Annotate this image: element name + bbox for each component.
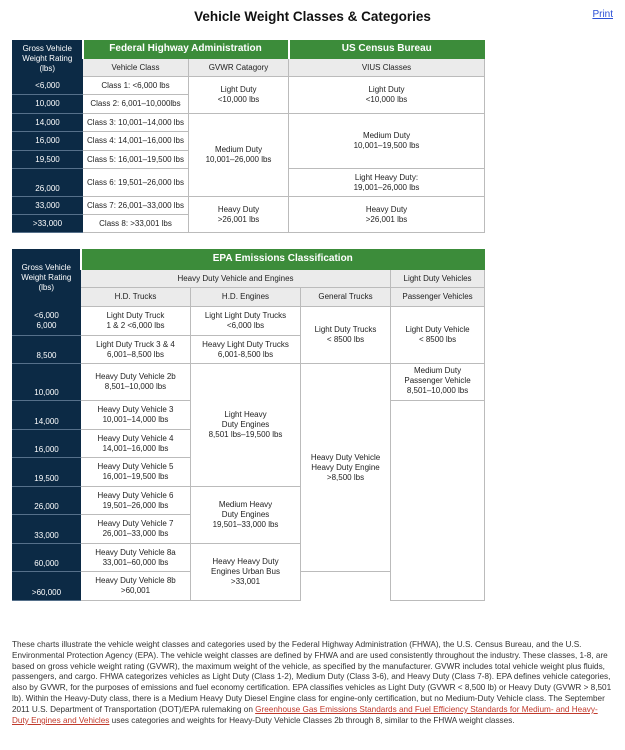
gvwr-category-cell: Heavy Duty >26,001 lbs: [189, 197, 289, 233]
hd-truck-cell: Heavy Duty Vehicle 2b 8,501–10,000 lbs: [81, 364, 191, 401]
hd-truck-cell: Light Duty Truck 1 & 2 <6,000 lbs: [81, 307, 191, 336]
hd-truck-cell: Heavy Duty Vehicle 7 26,001–33,000 lbs: [81, 515, 191, 544]
hd-truck-cell: Light Duty Truck 3 & 4 6,001–8,500 lbs: [81, 336, 191, 364]
vehicle-class-cell: Class 6: 19,501–26,000 lbs: [83, 169, 189, 197]
light-duty-group-header: Light Duty Vehicles: [391, 270, 485, 288]
weight-cell: 16,000: [13, 132, 83, 151]
epa-header: EPA Emissions Classification: [81, 250, 485, 270]
vehicle-class-cell: Class 7: 26,001–33,000 lbs: [83, 197, 189, 215]
hd-engine-cell: Medium Heavy Duty Engines 19,501–33,000 lbs: [191, 487, 301, 544]
hd-trucks-header: H.D. Trucks: [81, 288, 191, 307]
vehicle-class-cell: Class 2: 6,001–10,000lbs: [83, 95, 189, 114]
hd-engine-cell: Heavy Heavy Duty Engines Urban Bus >33,001: [191, 544, 301, 601]
vius-class-cell: Heavy Duty >26,001 lbs: [289, 197, 485, 233]
gvwr-category-header: GVWR Catagory: [189, 59, 289, 77]
epa-gvwr-header: Gross Vehicle Weight Rating (lbs): [13, 250, 81, 307]
vehicle-class-header: Vehicle Class: [83, 59, 189, 77]
fhwa-census-table: [12, 40, 485, 233]
general-trucks-cell: Light Duty Trucks < 8500 lbs: [301, 307, 391, 364]
general-trucks-cell: Heavy Duty Vehicle Heavy Duty Engine >8,500 lbs: [301, 364, 391, 572]
weight-cell: 14,000: [13, 114, 83, 132]
weight-cell: 10,000: [13, 364, 81, 401]
weight-cell: 33,000: [13, 197, 83, 215]
weight-cell: 26,000: [13, 487, 81, 515]
vius-class-cell: Light Duty <10,000 lbs: [289, 77, 485, 114]
weight-cell: <6,000 6,000: [13, 307, 81, 336]
weight-cell: 26,000: [13, 169, 83, 197]
weight-cell: <6,000: [13, 77, 83, 95]
vehicle-class-cell: Class 5: 16,001–19,500 lbs: [83, 151, 189, 169]
vehicle-class-cell: Class 1: <6,000 lbs: [83, 77, 189, 95]
vius-class-cell: Medium Duty 10,001–19,500 lbs: [289, 114, 485, 169]
weight-cell: >60,000: [13, 572, 81, 601]
hd-truck-cell: Heavy Duty Vehicle 5 16,001–19,500 lbs: [81, 458, 191, 487]
weight-cell: 8,500: [13, 336, 81, 364]
vehicle-class-cell: Class 4: 14,001–16,000 lbs: [83, 132, 189, 151]
passenger-vehicle-cell: Light Duty Vehicle < 8500 lbs: [391, 307, 485, 364]
print-link[interactable]: Print: [592, 9, 613, 20]
epa-emissions-table: [12, 249, 485, 601]
vius-class-cell: Light Heavy Duty: 19,001–26,000 lbs: [289, 169, 485, 197]
weight-cell: 33,000: [13, 515, 81, 544]
weight-cell: >33,000: [13, 215, 83, 233]
weight-cell: 19,500: [13, 151, 83, 169]
hd-truck-cell: Heavy Duty Vehicle 6 19,501–26,000 lbs: [81, 487, 191, 515]
gvwr-category-cell: Light Duty <10,000 lbs: [189, 77, 289, 114]
weight-cell: 60,000: [13, 544, 81, 572]
heavy-duty-group-header: Heavy Duty Vehicle and Engines: [81, 270, 391, 288]
hd-engines-header: H.D. Engines: [191, 288, 301, 307]
census-header: US Census Bureau: [289, 41, 485, 59]
hd-engine-cell: Light Light Duty Trucks <6,000 lbs: [191, 307, 301, 336]
passenger-vehicles-header: Passenger Vehicles: [391, 288, 485, 307]
vius-classes-header: VIUS Classes: [289, 59, 485, 77]
page-title: Vehicle Weight Classes & Categories: [194, 9, 431, 24]
weight-cell: 19,500: [13, 458, 81, 487]
hd-engine-cell: Heavy Light Duty Trucks 6,001-8,500 lbs: [191, 336, 301, 364]
passenger-vehicle-cell: Medium Duty Passenger Vehicle 8,501–10,000 lbs: [391, 364, 485, 401]
general-trucks-header: General Trucks: [301, 288, 391, 307]
gvwr-header: Gross Vehicle Weight Rating (lbs): [13, 41, 83, 77]
passenger-empty-cell: [391, 401, 485, 601]
weight-cell: 10,000: [13, 95, 83, 114]
hd-truck-cell: Heavy Duty Vehicle 4 14,001–16,000 lbs: [81, 430, 191, 458]
hd-truck-cell: Heavy Duty Vehicle 8b >60,001: [81, 572, 191, 601]
hd-truck-cell: Heavy Duty Vehicle 8a 33,001–60,000 lbs: [81, 544, 191, 572]
gvwr-category-cell: Medium Duty 10,001–26,000 lbs: [189, 114, 289, 197]
vehicle-class-cell: Class 3: 10,001–14,000 lbs: [83, 114, 189, 132]
hd-truck-cell: Heavy Duty Vehicle 3 10,001–14,000 lbs: [81, 401, 191, 430]
description-paragraph: These charts illustrate the vehicle weight classes and categories used by the Federal Highway Administration (FHWA), the U.S. Census Bureau, and the U.S. Environmental Protection Agency (EPA). The vehicle weight classes are defined by FHWA and are used consistently throughout the industry. These classes, 1-8, are based on gross vehicle weight rating (GVWR), the maximum weight of the vehicle, as specified by the manufacturer. GVWR includes total vehicle weight plus fluids, passengers, and cargo. FHWA categorizes vehicles as Light Duty (Class 1-2), Medium Duty (Class 3-6), and Heavy Duty (Class 7-8). EPA defines vehicle categories, also by GVWR, for the purposes of emissions and fuel economy certification. EPA classifies vehicles as Light Duty (GVWR < 8,500 lb) or Heavy Duty (GVWR > 8,501 lb). Within the Heavy-Duty class, there is a Medium Heavy Duty Diesel Engine class for engine-only certification, but no Medium-Duty Vehicle class. The September 2011 U.S. Department of Transportation (DOT)/EPA rulemaking on Greenhouse Gas Emissions Standards and Fuel Efficiency Standards for Medium- and Heavy-Duty Engines and Vehicles uses categories and weights for Heavy-Duty Vehicle Classes 2b through 8, similar to the FHWA weight classes.: [12, 640, 612, 725]
fhwa-header: Federal Highway Administration: [83, 41, 289, 59]
hd-engine-cell: Light Heavy Duty Engines 8,501 lbs–19,500 lbs: [191, 364, 301, 487]
vehicle-class-cell: Class 8: >33,001 lbs: [83, 215, 189, 233]
weight-cell: 14,000: [13, 401, 81, 430]
weight-cell: 16,000: [13, 430, 81, 458]
ghg-rulemaking-link[interactable]: Greenhouse Gas Emissions Standards and Fuel Efficiency Standards for Medium- and Heavy-Duty Engines and Vehicles: [12, 704, 598, 725]
